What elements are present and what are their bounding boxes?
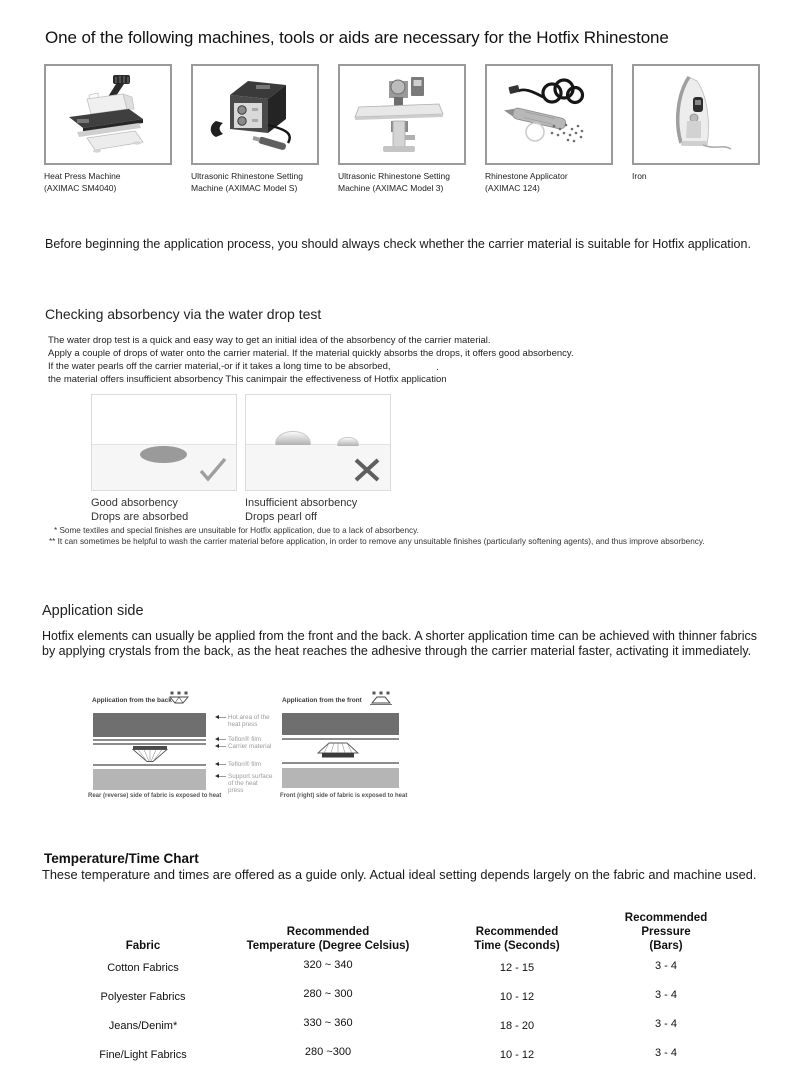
pearled-drop-small: [337, 437, 359, 446]
front-diagram-caption: Front (right) side of fabric is exposed to heat: [280, 793, 408, 799]
ultrasonic-model-s-image-frame: [191, 64, 319, 165]
front-diagram-title: Application from the front: [282, 697, 362, 704]
iron-icon: [641, 71, 751, 159]
cell-fabric: Fine/Light Fabrics: [99, 1048, 187, 1061]
absorbency-line: If the water pearls off the carrier material,-or if it takes a long time to be absorbed,: [48, 361, 391, 372]
teflon-film-line-bottom: [282, 762, 399, 764]
caption-line: Ultrasonic Rhinestone Setting: [191, 171, 303, 181]
caption-line: Insufficient absorbency: [245, 497, 358, 509]
teflon-film-line-bottom: [93, 764, 206, 766]
cell-fabric: Cotton Fabrics: [107, 961, 179, 974]
absorbency-line: The water drop test is a quick and easy way to get an initial idea of the absorbency of the carrier material.: [48, 335, 491, 346]
support-surface-band: [93, 769, 206, 790]
cell-temperature: 320 ~ 340: [303, 958, 353, 971]
good-absorbency-image: [91, 394, 237, 491]
back-diagram-title: Application from the back: [92, 697, 172, 704]
application-diagrams: [88, 690, 668, 810]
back-diagram-caption: Rear (reverse) side of fabric is exposed to heat: [88, 793, 222, 799]
iron-caption: [632, 170, 760, 182]
absorbency-paragraph: [48, 334, 608, 386]
stray-dot: ·: [436, 364, 440, 375]
pearled-drop-large: [275, 431, 311, 445]
cell-time: 10 - 12: [499, 1048, 535, 1061]
caption-line: Machine (AXIMAC Model S): [191, 183, 298, 193]
cell-time: 10 - 12: [499, 990, 535, 1003]
caption-line: Good absorbency: [91, 497, 178, 509]
caption-line: (AXIMAC SM4040): [44, 183, 117, 193]
press-down-icon: [166, 690, 192, 705]
crystal-point-up: [314, 742, 362, 760]
machine-heat-press: [44, 64, 172, 194]
heat-press-machine-icon: [53, 71, 163, 159]
caption-line: (AXIMAC 124): [485, 183, 540, 193]
machine-ultrasonic-model-s: [191, 64, 319, 194]
col-header-time: Recommended Time (Seconds): [474, 926, 560, 952]
temperature-time-table: [60, 913, 728, 1069]
footnotes: [49, 526, 705, 547]
carrier-material-line: [93, 743, 206, 745]
teflon-film-line-top: [282, 738, 399, 740]
teflon-film-line-top: [93, 739, 206, 741]
caption-line: Iron: [632, 171, 647, 181]
caption-line: Rhinestone Applicator: [485, 171, 568, 181]
caption-line: Heat Press Machine: [44, 171, 121, 181]
insufficient-absorbency-image: [245, 394, 391, 491]
cell-pressure: 3 - 4: [654, 988, 677, 1001]
ultrasonic-model-s-caption: [191, 170, 319, 194]
application-side-paragraph: Hotfix elements can usually be applied from the front and the back. A shorter application time can be achieved with thinner fabrics by applying crystals from the back, as the heat reaches the adhesive through the carrier material faster, activating it immediately.: [42, 629, 757, 658]
cell-fabric: Jeans/Denim*: [108, 1019, 178, 1032]
layer-label: Support surface of the heat press: [213, 773, 274, 794]
label-dash: [219, 717, 226, 718]
cell-fabric: Polyester Fabrics: [100, 990, 186, 1003]
ultrasonic-model-s-icon: [200, 71, 310, 159]
col-header-fabric: Fabric: [125, 940, 161, 952]
applicator-image-frame: [485, 64, 613, 165]
machine-ultrasonic-model-3: [338, 64, 466, 194]
x-mark-icon: [353, 458, 381, 482]
cell-pressure: 3 - 4: [654, 1046, 677, 1059]
cell-pressure: 3 - 4: [654, 959, 677, 972]
heat-press-caption: [44, 170, 172, 194]
support-surface-band: [282, 768, 399, 788]
footnote-1: * Some textiles and special finishes are unsuitable for Hotfix application, due to a lack of absorbency.: [54, 526, 419, 535]
cell-temperature: 280 ~ 300: [303, 987, 353, 1000]
good-absorbency-caption: [91, 496, 188, 524]
caption-line: Machine (AXIMAC Model 3): [338, 183, 444, 193]
checkmark-icon: [198, 457, 228, 482]
hot-area-band: [93, 713, 206, 737]
diagram-layer-labels: [213, 690, 277, 810]
heat-press-image-frame: [44, 64, 172, 165]
cell-temperature: 330 ~ 360: [303, 1016, 353, 1029]
label-dash: [219, 776, 226, 777]
absorbency-line: the material offers insufficient absorbency This canimpair the effectiveness of Hotfix application: [48, 374, 447, 385]
layer-label: Teflon® film: [213, 736, 274, 743]
layer-label: Hot area of the heat press: [213, 714, 274, 728]
col-header-temperature: Recommended Temperature (Degree Celsius): [246, 926, 410, 952]
water-test-images: [91, 394, 391, 491]
label-dash: [219, 739, 226, 740]
intro-paragraph: Before beginning the application process, you should always check whether the carrier material is suitable for Hotfix application.: [45, 237, 751, 251]
col-header-pressure: Recommended Pressure (Bars): [624, 912, 708, 952]
press-up-icon: [368, 690, 394, 705]
hot-area-band: [282, 713, 399, 735]
absorbency-line: Apply a couple of drops of water onto the carrier material. If the material quickly absorbs the drops, it offers good absorbency.: [48, 348, 574, 359]
ultrasonic-model-3-caption: [338, 170, 466, 194]
cell-temperature: 280 ~300: [304, 1045, 352, 1058]
diagram-front-application: [280, 690, 408, 810]
cell-time: 12 - 15: [499, 961, 535, 974]
layer-label: Carrier material: [213, 743, 274, 750]
footnote-2: ** It can sometimes be helpful to wash the carrier material before application, in order to remove any unsuitable finishes (particularly softening agents), and thus improve absorbency.: [49, 536, 705, 546]
cell-time: 18 - 20: [499, 1019, 535, 1032]
crystal-point-down: [130, 746, 170, 763]
page-title: One of the following machines, tools or aids are necessary for the Hotfix Rhinestone: [45, 28, 669, 47]
diagram-back-application: [88, 690, 222, 810]
machine-rhinestone-applicator: [485, 64, 613, 194]
caption-line: Ultrasonic Rhinestone Setting: [338, 171, 450, 181]
label-dash: [219, 746, 226, 747]
rhinestone-applicator-icon: [494, 71, 604, 159]
machines-row: [44, 64, 760, 194]
ultrasonic-model-3-image-frame: [338, 64, 466, 165]
application-side-heading: Application side: [42, 603, 144, 619]
caption-line: Drops pearl off: [245, 511, 317, 523]
applicator-caption: [485, 170, 613, 194]
absorbed-drop: [140, 446, 187, 463]
temp-chart-heading: Temperature/Time Chart: [44, 851, 199, 866]
label-dash: [219, 764, 226, 765]
machine-iron: [632, 64, 760, 194]
cell-pressure: 3 - 4: [654, 1017, 677, 1030]
insufficient-absorbency-caption: [245, 496, 357, 524]
layer-label: Teflon® film: [213, 761, 274, 768]
ultrasonic-model-3-icon: [347, 71, 457, 159]
caption-line: Drops are absorbed: [91, 511, 189, 523]
absorbency-heading: Checking absorbency via the water drop test: [45, 306, 322, 322]
iron-image-frame: [632, 64, 760, 165]
temp-chart-note: These temperature and times are offered as a guide only. Actual ideal setting depends largely on the fabric and machine used.: [42, 867, 757, 882]
